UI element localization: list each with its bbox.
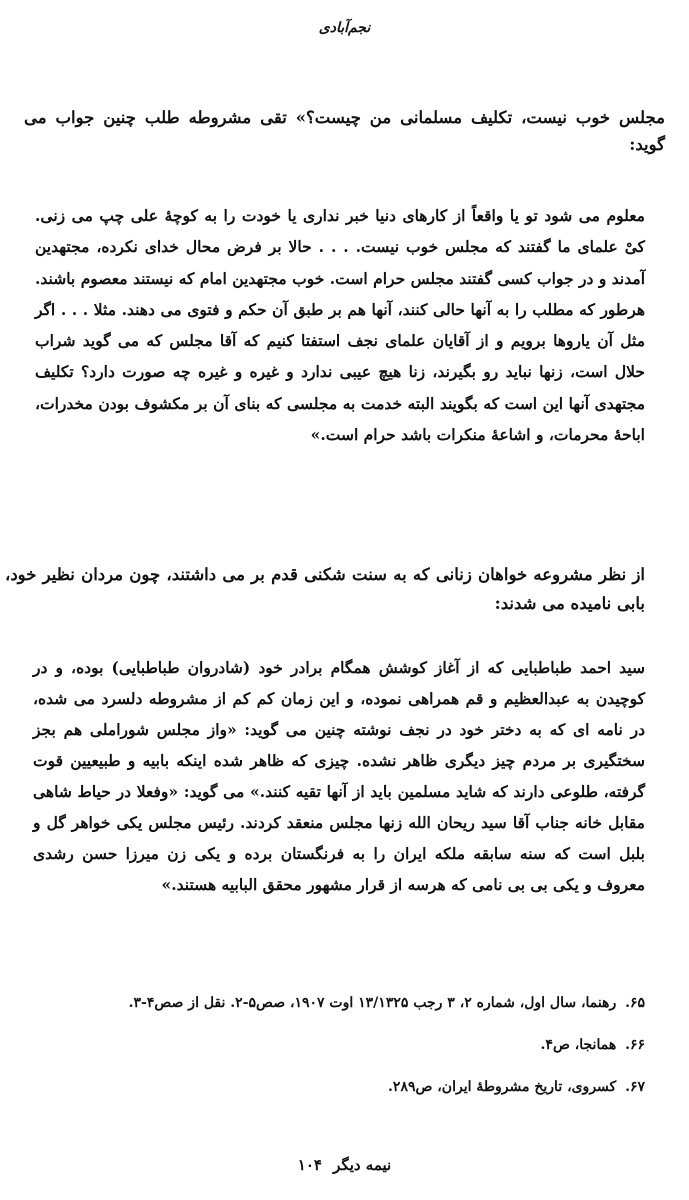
- footnote-number: ۶۷.: [625, 1079, 645, 1095]
- page-footer: [0, 1156, 689, 1174]
- journal-title: نیمه دیگر: [333, 1156, 392, 1174]
- footnote-number: ۶۶.: [625, 1037, 645, 1053]
- footnote-66: [25, 1034, 645, 1056]
- footnote-text: رهنما، سال اول، شماره ۲، ۳ رجب ۱۳/۱۳۲۵ اوت ۱۹۰۷، صص۵-۲. نقل از صص۴-۳.: [128, 995, 617, 1011]
- footnote-67: [25, 1076, 645, 1098]
- footnotes: [25, 992, 645, 1118]
- footnote-65: [25, 992, 645, 1014]
- paragraph-intro: مجلس خوب نیست، تکلیف مسلمانی من چیست؟» تقی مشروطه طلب چنین جواب می گوید:: [24, 108, 665, 154]
- running-header: نجم‌آبادی: [318, 20, 371, 36]
- footnote-text: همانجا، ص۴.: [540, 1037, 617, 1053]
- footnote-number: ۶۵.: [625, 995, 645, 1011]
- block-quote-tabatabai: سید احمد طباطبایی که از آغاز کوشش همگام برادر خود (شادروان طباطبایی) بوده، و در کوچیدن به عبدالعظیم و قم همراهی نموده، و این زمان کم کم از مشروطه دلسرد می شده، در نامه ای که به دختر خود در نجف نوشته چنین می گوید: «واز مجلس شوراملی هم بجز سختگیری بر مردم چیز دیگری ظاهر نشده. چیزی که ظاهر شده اینکه بابیه و طبیعیین قوت گرفته، طلوعی دارند که شاید مسلمین باید از آنها تقیه کنند.» می گوید: «وفعلا در حیاط شاهی مقابل خانه جناب آقا سید ریحان الله زنها مجلس منعقد کردند. رئیس مجلس یکی خواهر گل و بلبل است که سنه سابقه ملکه ایران را به فرنگستان برده و یکی زن میرزا حسن رشدی معروف و یکی بی بی نامی که هرسه از قرار مشهور محقق البابیه هستند.»: [33, 658, 645, 894]
- page-number: ۱۰۴: [297, 1156, 322, 1174]
- block-quote-taqi: معلوم می شود تو یا واقعاً از کارهای دنیا خبر نداری یا خودت را به کوچهٔ علی چپ می زنی. کیْ علمای ما گفتند که مجلس خوب نیست. . . . حالا بر فرض محال خدای نکرده، مجتهدین آمدند و در جواب کسی گفتند مجلس حرام است. خوب مجتهدین امام که نیستند معصوم باشند. هرطور که مطلب را به آنها حالی کنند، آنها هم بر طبق آن حکم و فتوی می دهند. مثلا . . . اگر مثل آن یاروها برویم و از آقایان علمای نجف استفتا کنیم که آقا مجلس که می گوید شراب حلال است، زنها نباید رو بگیرند، زنا هیچ عیبی ندارد و غیره و غیره چه صورت دارد؟ تکلیف مجتهدی آنها این است که بگویند البته خدمت به مجلسی که بنای آن بر مکشوف بودن مخدرات، اباحهٔ محرمات، و اشاعهٔ منکرات باشد حرام است.»: [35, 206, 645, 445]
- paragraph-babi: از نظر مشروعه خواهان زنانی که به سنت شکنی قدم بر می داشتند، چون مردان نظیر خود، بابی نامیده می شدند:: [5, 565, 645, 613]
- footnote-text: کسروی، تاریخ مشروطهٔ ایران، ص۲۸۹.: [388, 1079, 617, 1095]
